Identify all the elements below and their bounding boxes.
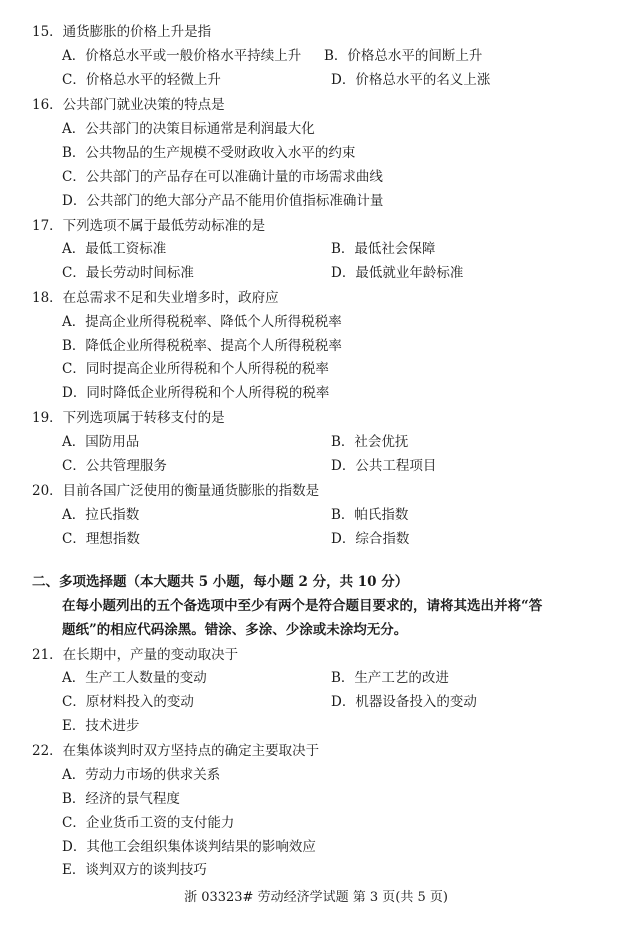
- section-2-instruction-line-1: 在每小题列出的五个备选项中至少有两个是符合题目要求的，请将其选出并将“答: [62, 598, 543, 614]
- question-18-option-b: B．降低企业所得税税率、提高个人所得税税率: [62, 338, 342, 354]
- question-16-option-a: A．公共部门的决策目标通常是利润最大化: [62, 121, 315, 137]
- question-19-option-a: A．国防用品: [62, 434, 140, 450]
- question-22-option-d: D．其他工会组织集体谈判结果的影响效应: [62, 839, 316, 855]
- question-21-option-c: C．原材料投入的变动: [62, 694, 194, 710]
- question-17-option-d: D．最低就业年龄标准: [331, 265, 464, 281]
- question-15-stem: 15．通货膨胀的价格上升是指: [32, 24, 212, 40]
- question-21-option-a: A．生产工人数量的变动: [62, 670, 207, 686]
- question-17-option-c: C．最长劳动时间标准: [62, 265, 194, 281]
- question-19-option-d: D．公共工程项目: [331, 458, 437, 474]
- question-21-option-e: E．技术进步: [62, 718, 140, 734]
- question-19-option-b: B．社会优抚: [331, 434, 409, 450]
- question-15-option-a: A．价格总水平或一般价格水平持续上升: [62, 48, 302, 64]
- question-17-option-b: B．最低社会保障: [331, 241, 436, 257]
- question-17-option-a: A．最低工资标准: [62, 241, 167, 257]
- question-20-stem: 20．目前各国广泛使用的衡量通货膨胀的指数是: [32, 483, 320, 499]
- question-21-option-b: B．生产工艺的改进: [331, 670, 449, 686]
- page-footer: 浙 03323# 劳动经济学试题 第 3 页(共 5 页): [184, 890, 448, 905]
- question-20-option-a: A．拉氏指数: [62, 507, 140, 523]
- question-16-option-b: B．公共物品的生产规模不受财政收入水平的约束: [62, 145, 356, 161]
- question-18-option-a: A．提高企业所得税税率、降低个人所得税税率: [62, 314, 342, 330]
- question-18-stem: 18．在总需求不足和失业增多时，政府应: [32, 290, 279, 306]
- question-20-option-b: B．帕氏指数: [331, 507, 409, 523]
- question-19-stem: 19．下列选项属于转移支付的是: [32, 410, 225, 426]
- question-16-option-c: C．公共部门的产品存在可以准确计量的市场需求曲线: [62, 169, 383, 185]
- question-16-stem: 16．公共部门就业决策的特点是: [32, 97, 225, 113]
- question-15-option-c: C．价格总水平的轻微上升: [62, 72, 221, 88]
- question-18-option-d: D．同时降低企业所得税和个人所得税的税率: [62, 385, 330, 401]
- question-15-option-d: D．价格总水平的名义上涨: [331, 72, 491, 88]
- question-18-option-c: C．同时提高企业所得税和个人所得税的税率: [62, 361, 329, 377]
- question-21-stem: 21．在长期中，产量的变动取决于: [32, 647, 239, 663]
- question-21-option-d: D．机器设备投入的变动: [331, 694, 477, 710]
- question-17-stem: 17．下列选项不属于最低劳动标准的是: [32, 218, 266, 234]
- question-22-stem: 22．在集体谈判时双方坚持点的确定主要取决于: [32, 743, 320, 759]
- section-2-title: 二、多项选择题（本大题共 5 小题，每小题 2 分，共 10 分）: [32, 574, 409, 590]
- question-22-option-b: B．经济的景气程度: [62, 791, 180, 807]
- question-22-option-e: E．谈判双方的谈判技巧: [62, 862, 207, 878]
- question-22-option-c: C．企业货币工资的支付能力: [62, 815, 235, 831]
- question-22-option-a: A．劳动力市场的供求关系: [62, 767, 221, 783]
- question-20-option-c: C．理想指数: [62, 531, 140, 547]
- question-15-option-b: B．价格总水平的间断上升: [324, 48, 483, 64]
- section-2-instruction-line-2: 题纸”的相应代码涂黑。错涂、多涂、少涂或未涂均无分。: [62, 622, 408, 638]
- question-20-option-d: D．综合指数: [331, 531, 410, 547]
- question-19-option-c: C．公共管理服务: [62, 458, 167, 474]
- question-16-option-d: D．公共部门的绝大部分产品不能用价值指标准确计量: [62, 193, 384, 209]
